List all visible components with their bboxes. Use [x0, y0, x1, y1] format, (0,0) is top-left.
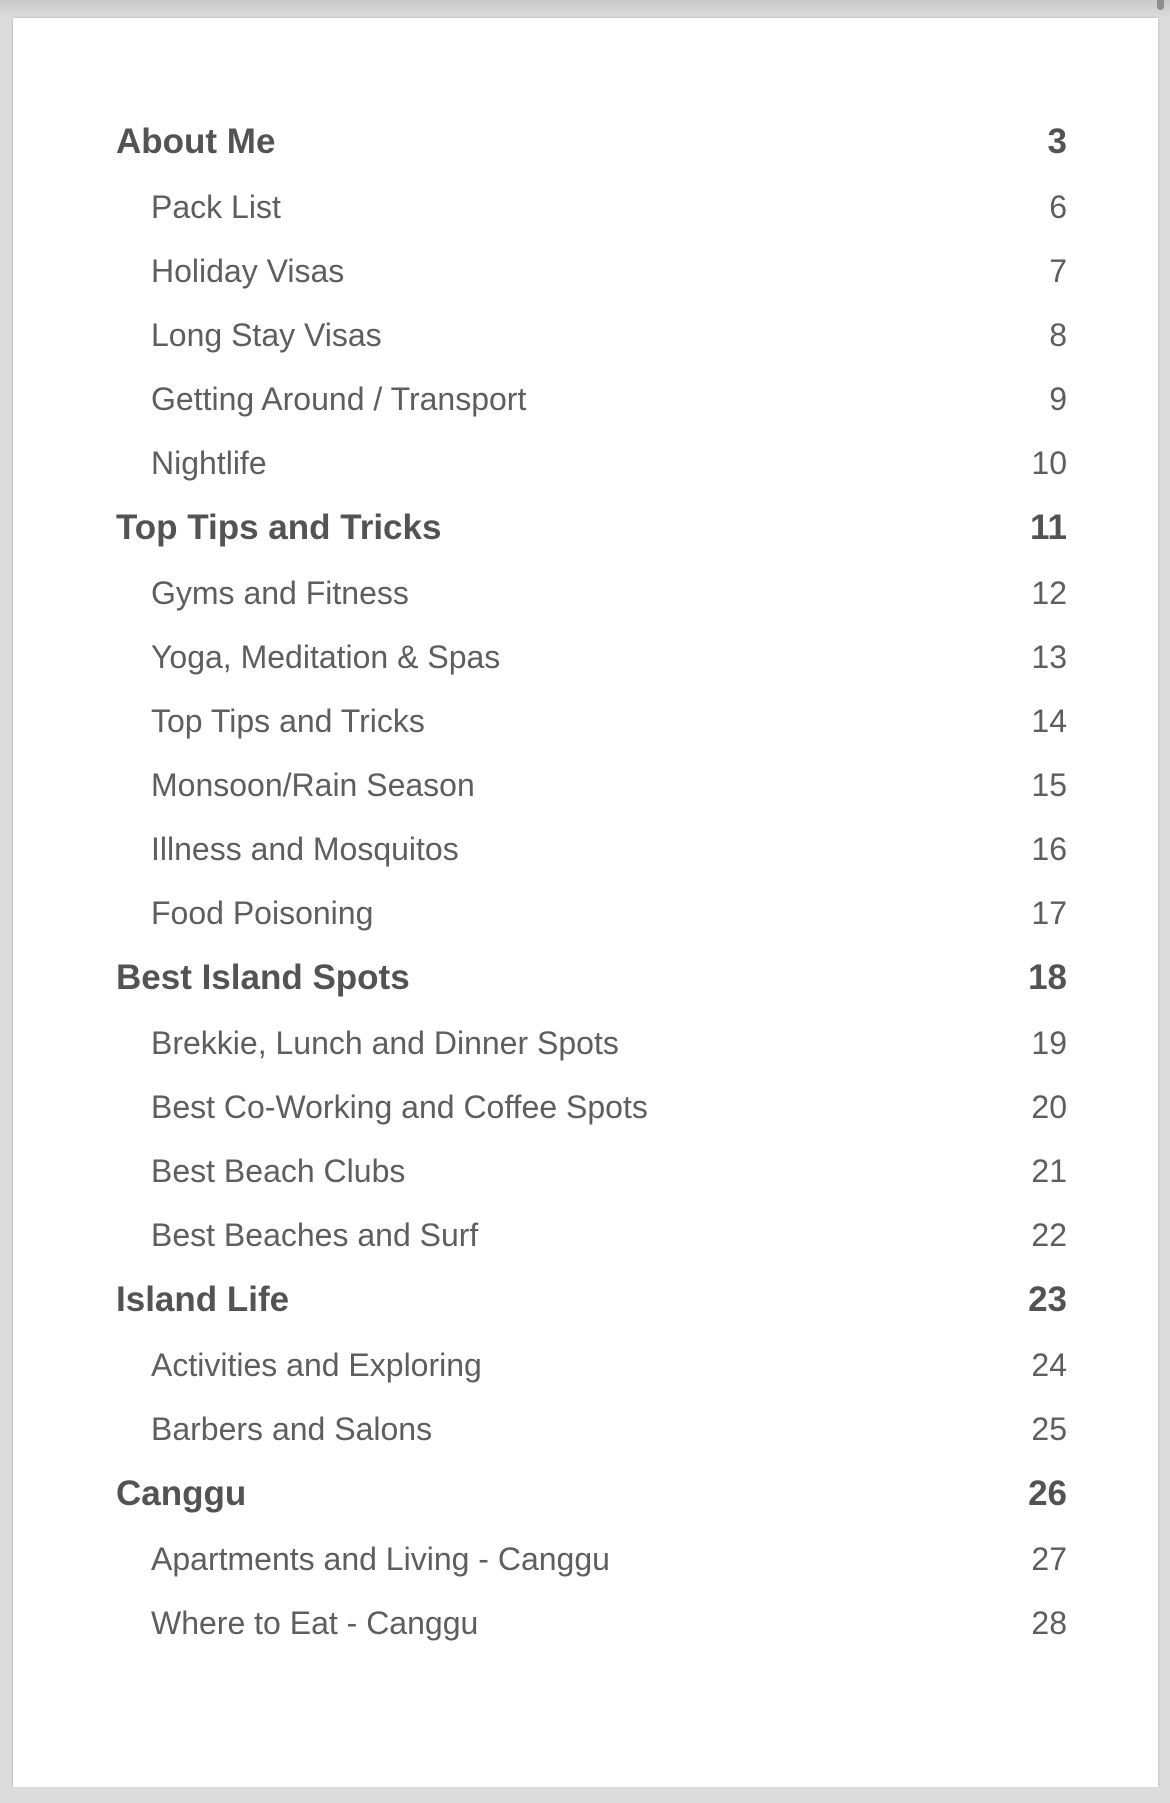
- toc-entry-row[interactable]: [116, 239, 1067, 303]
- toc-entry-row[interactable]: [116, 625, 1067, 689]
- toc-section-row[interactable]: [116, 109, 1067, 175]
- toc-entry-row[interactable]: [116, 817, 1067, 881]
- toc-entry-row[interactable]: [116, 175, 1067, 239]
- table-of-contents: [116, 109, 1067, 1655]
- toc-entry-row[interactable]: [116, 1139, 1067, 1203]
- toc-entry-row[interactable]: [116, 1333, 1067, 1397]
- toc-section-page: 11: [1030, 508, 1067, 547]
- toc-section-row[interactable]: [116, 1267, 1067, 1333]
- toc-entry-page: 27: [1031, 1541, 1067, 1577]
- toc-entry-row[interactable]: [116, 431, 1067, 495]
- toc-entry-row[interactable]: [116, 1075, 1067, 1139]
- toc-entry-page: 14: [1031, 703, 1067, 739]
- toc-section-row[interactable]: [116, 1461, 1067, 1527]
- toc-entry-title: Food Poisoning: [151, 895, 374, 931]
- toc-entry-page: 15: [1031, 767, 1067, 803]
- toc-section-page: 23: [1028, 1280, 1067, 1319]
- toc-entry-row[interactable]: [116, 1011, 1067, 1075]
- toc-entry-title: Pack List: [151, 189, 281, 225]
- toc-section-title: Canggu: [116, 1474, 247, 1513]
- toc-entry-title: Activities and Exploring: [151, 1347, 482, 1383]
- toc-entry-page: 6: [1049, 189, 1067, 225]
- toc-section-title: Best Island Spots: [116, 958, 410, 997]
- toc-entry-row[interactable]: [116, 561, 1067, 625]
- toc-entry-page: 20: [1031, 1089, 1067, 1125]
- toc-entry-row[interactable]: [116, 881, 1067, 945]
- toc-section-page: 3: [1047, 122, 1067, 161]
- toc-entry-title: Long Stay Visas: [151, 317, 382, 353]
- toc-entry-title: Brekkie, Lunch and Dinner Spots: [151, 1025, 619, 1061]
- toc-section-title: About Me: [116, 122, 276, 161]
- toc-entry-title: Monsoon/Rain Season: [151, 767, 475, 803]
- viewer-bottom-edge: [0, 1787, 1170, 1803]
- toc-entry-title: Illness and Mosquitos: [151, 831, 459, 867]
- toc-entry-title: Yoga, Meditation & Spas: [151, 639, 501, 675]
- toc-section-row[interactable]: [116, 495, 1067, 561]
- toc-entry-title: Best Beach Clubs: [151, 1153, 406, 1189]
- toc-entry-page: 8: [1049, 317, 1067, 353]
- toc-entry-row[interactable]: [116, 367, 1067, 431]
- toc-entry-row[interactable]: [116, 689, 1067, 753]
- toc-entry-page: 9: [1049, 381, 1067, 417]
- toc-entry-title: Where to Eat - Canggu: [151, 1605, 479, 1641]
- toc-section-title: Island Life: [116, 1280, 290, 1319]
- toc-entry-title: Top Tips and Tricks: [151, 703, 425, 739]
- toc-entry-title: Apartments and Living - Canggu: [151, 1541, 610, 1577]
- viewer-top-edge: [0, 0, 1170, 18]
- toc-entry-page: 16: [1031, 831, 1067, 867]
- toc-entry-page: 24: [1031, 1347, 1067, 1383]
- toc-entry-title: Holiday Visas: [151, 253, 345, 289]
- toc-entry-page: 17: [1031, 895, 1067, 931]
- toc-entry-title: Best Beaches and Surf: [151, 1217, 479, 1253]
- toc-entry-title: Nightlife: [151, 445, 267, 481]
- toc-entry-page: 28: [1031, 1605, 1067, 1641]
- toc-entry-row[interactable]: [116, 303, 1067, 367]
- toc-entry-page: 7: [1049, 253, 1067, 289]
- toc-entry-row[interactable]: [116, 1527, 1067, 1591]
- toc-entry-title: Best Co-Working and Coffee Spots: [151, 1089, 648, 1125]
- scrollbar-handle[interactable]: [1157, 0, 1164, 10]
- toc-entry-row[interactable]: [116, 1203, 1067, 1267]
- toc-entry-page: 19: [1031, 1025, 1067, 1061]
- toc-entry-row[interactable]: [116, 753, 1067, 817]
- toc-entry-title: Gyms and Fitness: [151, 575, 409, 611]
- toc-entry-title: Barbers and Salons: [151, 1411, 433, 1447]
- toc-entry-page: 21: [1031, 1153, 1067, 1189]
- toc-section-page: 26: [1028, 1474, 1067, 1513]
- toc-entry-title: Getting Around / Transport: [151, 381, 527, 417]
- toc-entry-row[interactable]: [116, 1591, 1067, 1655]
- toc-section-row[interactable]: [116, 945, 1067, 1011]
- document-page: [13, 18, 1158, 1787]
- toc-entry-page: 13: [1031, 639, 1067, 675]
- toc-entry-page: 22: [1031, 1217, 1067, 1253]
- toc-entry-page: 10: [1031, 445, 1067, 481]
- toc-section-page: 18: [1028, 958, 1067, 997]
- toc-entry-page: 25: [1031, 1411, 1067, 1447]
- toc-entry-page: 12: [1031, 575, 1067, 611]
- toc-entry-row[interactable]: [116, 1397, 1067, 1461]
- toc-section-title: Top Tips and Tricks: [116, 508, 442, 547]
